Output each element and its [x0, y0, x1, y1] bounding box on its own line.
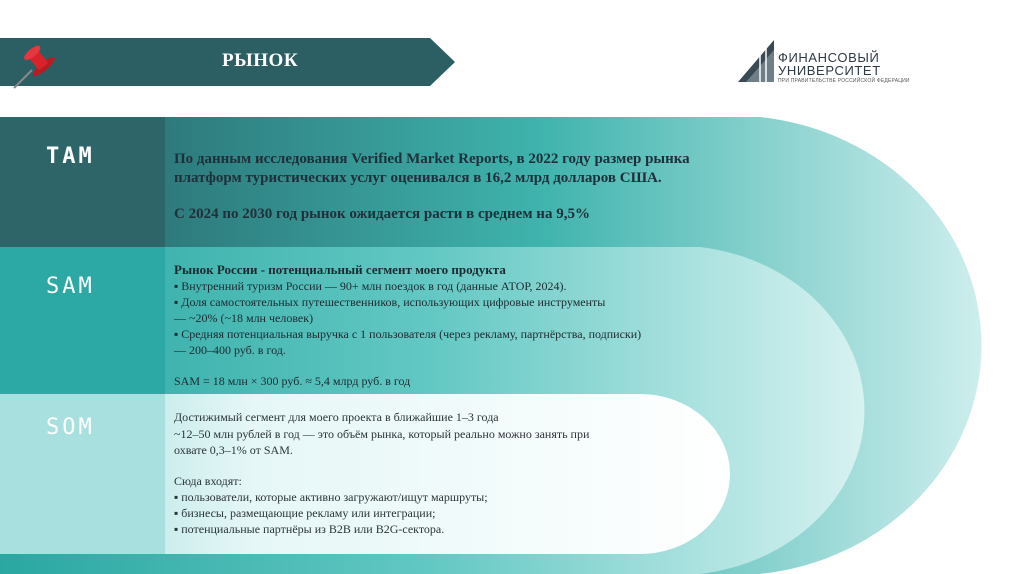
tam-text-line: платформ туристических услуг оценивался в 16,2 млрд долларов США. [174, 170, 662, 186]
sam-formula: SAM = 18 млн × 300 руб. ≈ 5,4 млрд руб. в год [174, 374, 411, 388]
som-list-item: ▪ потенциальные партнёры из B2B или B2G-сектора. [174, 522, 445, 536]
som-text-line: Достижимый сегмент для моего проекта в ближайшие 1–3 года [174, 410, 499, 424]
sam-text-line: ▪ Доля самостоятельных путешественников, использующих цифровые инструменты [174, 295, 606, 309]
sam-text-line: ▪ Средняя потенциальная выручка с 1 пользователя (через рекламу, партнёрства, подписки) [174, 327, 642, 341]
som-label: SOM [46, 415, 95, 440]
page-title: РЫНОК [222, 50, 299, 71]
som-list-item: ▪ бизнесы, размещающие рекламу или интеграции; [174, 506, 436, 520]
pushpin-icon [8, 38, 68, 92]
sam-text-line: — ~20% (~18 млн человек) [174, 311, 314, 325]
sam-label: SAM [46, 274, 95, 299]
tam-text-line: По данным исследования Verified Market Reports, в 2022 году размер рынка [174, 151, 690, 167]
som-text-line: охвате 0,3–1% от SAM. [174, 443, 293, 457]
sam-text-line: ▪ Внутренний туризм России — 90+ млн поездок в год (данные АТОР, 2024). [174, 279, 567, 293]
logo-text-line3: ПРИ ПРАВИТЕЛЬСТВЕ РОССИЙСКОЙ ФЕДЕРАЦИИ [778, 78, 910, 84]
tam-label: TAM [46, 144, 95, 169]
sam-text-line: — 200–400 руб. в год. [174, 343, 286, 357]
logo-text-line1: ФИНАНСОВЫЙ [778, 50, 880, 65]
logo-text-line2: УНИВЕРСИТЕТ [778, 63, 881, 78]
tam-label-area [0, 117, 165, 247]
som-subheading: Сюда входят: [174, 474, 242, 488]
university-logo [736, 36, 910, 86]
sam-label-area [0, 247, 165, 394]
som-list-item: ▪ пользователи, которые активно загружают/ищут маршруты; [174, 490, 488, 504]
tam-text-line: С 2024 по 2030 год рынок ожидается расти в среднем на 9,5% [174, 206, 590, 222]
sam-heading: Рынок России - потенциальный сегмент моего продукта [174, 262, 506, 277]
som-text-line: ~12–50 млн рублей в год — это объём рынка, который реально можно занять при [174, 427, 590, 441]
university-logo-icon [736, 36, 776, 86]
